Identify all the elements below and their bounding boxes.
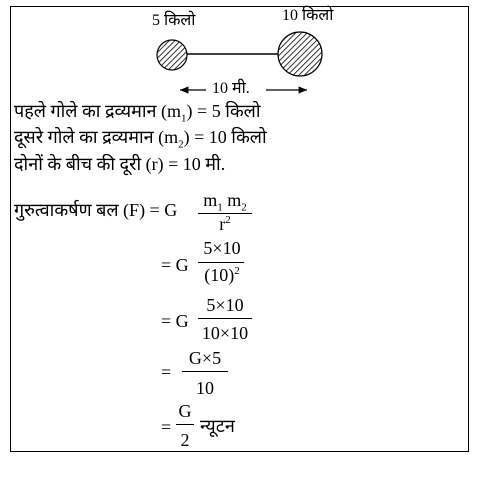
small-sphere-label: 5 किलो: [152, 12, 196, 29]
step4-eq: =: [161, 417, 172, 437]
small-sphere: [157, 40, 187, 70]
formula-numerator: $m_1$ $m_2$: [203, 190, 247, 214]
step1-numerator: 5×10: [203, 238, 241, 258]
step4-fraction-bar: [176, 424, 194, 425]
distance-label: 10 मी.: [212, 80, 250, 97]
step2-eq: = G: [161, 311, 189, 331]
step4-denominator: 2: [180, 430, 190, 450]
step2-numerator: 5×10: [206, 295, 244, 315]
step1-fraction-bar: [198, 262, 244, 263]
given-line-2: दूसरे गोले का द्रव्यमान $(m_2) = 10$ किलो: [14, 127, 267, 151]
large-sphere: [278, 32, 322, 76]
step3-eq: =: [161, 362, 172, 382]
large-sphere-label: 10 किलो: [282, 7, 334, 24]
step3-numerator: G×5: [188, 348, 222, 368]
given-line-3: दोनों के बीच की दूरी (r) = 10 मी.: [14, 154, 226, 174]
formula-label: गुरुत्वाकर्षण बल (F) = G: [14, 200, 178, 220]
step1-denominator: $(10)^2$: [204, 265, 240, 285]
step2-fraction-bar: [198, 318, 252, 319]
step3-denominator: 10: [196, 378, 214, 398]
step2-denominator: 10×10: [201, 323, 249, 343]
formula-denominator: $r^2$: [219, 214, 231, 234]
step4-numerator: G: [178, 401, 192, 421]
given-line-1: पहले गोले का द्रव्यमान $(m_1) = 5$ किलो: [14, 101, 261, 125]
step4-unit: न्यूटन: [200, 416, 235, 436]
step3-fraction-bar: [182, 371, 228, 372]
step1-eq: = G: [161, 255, 189, 275]
